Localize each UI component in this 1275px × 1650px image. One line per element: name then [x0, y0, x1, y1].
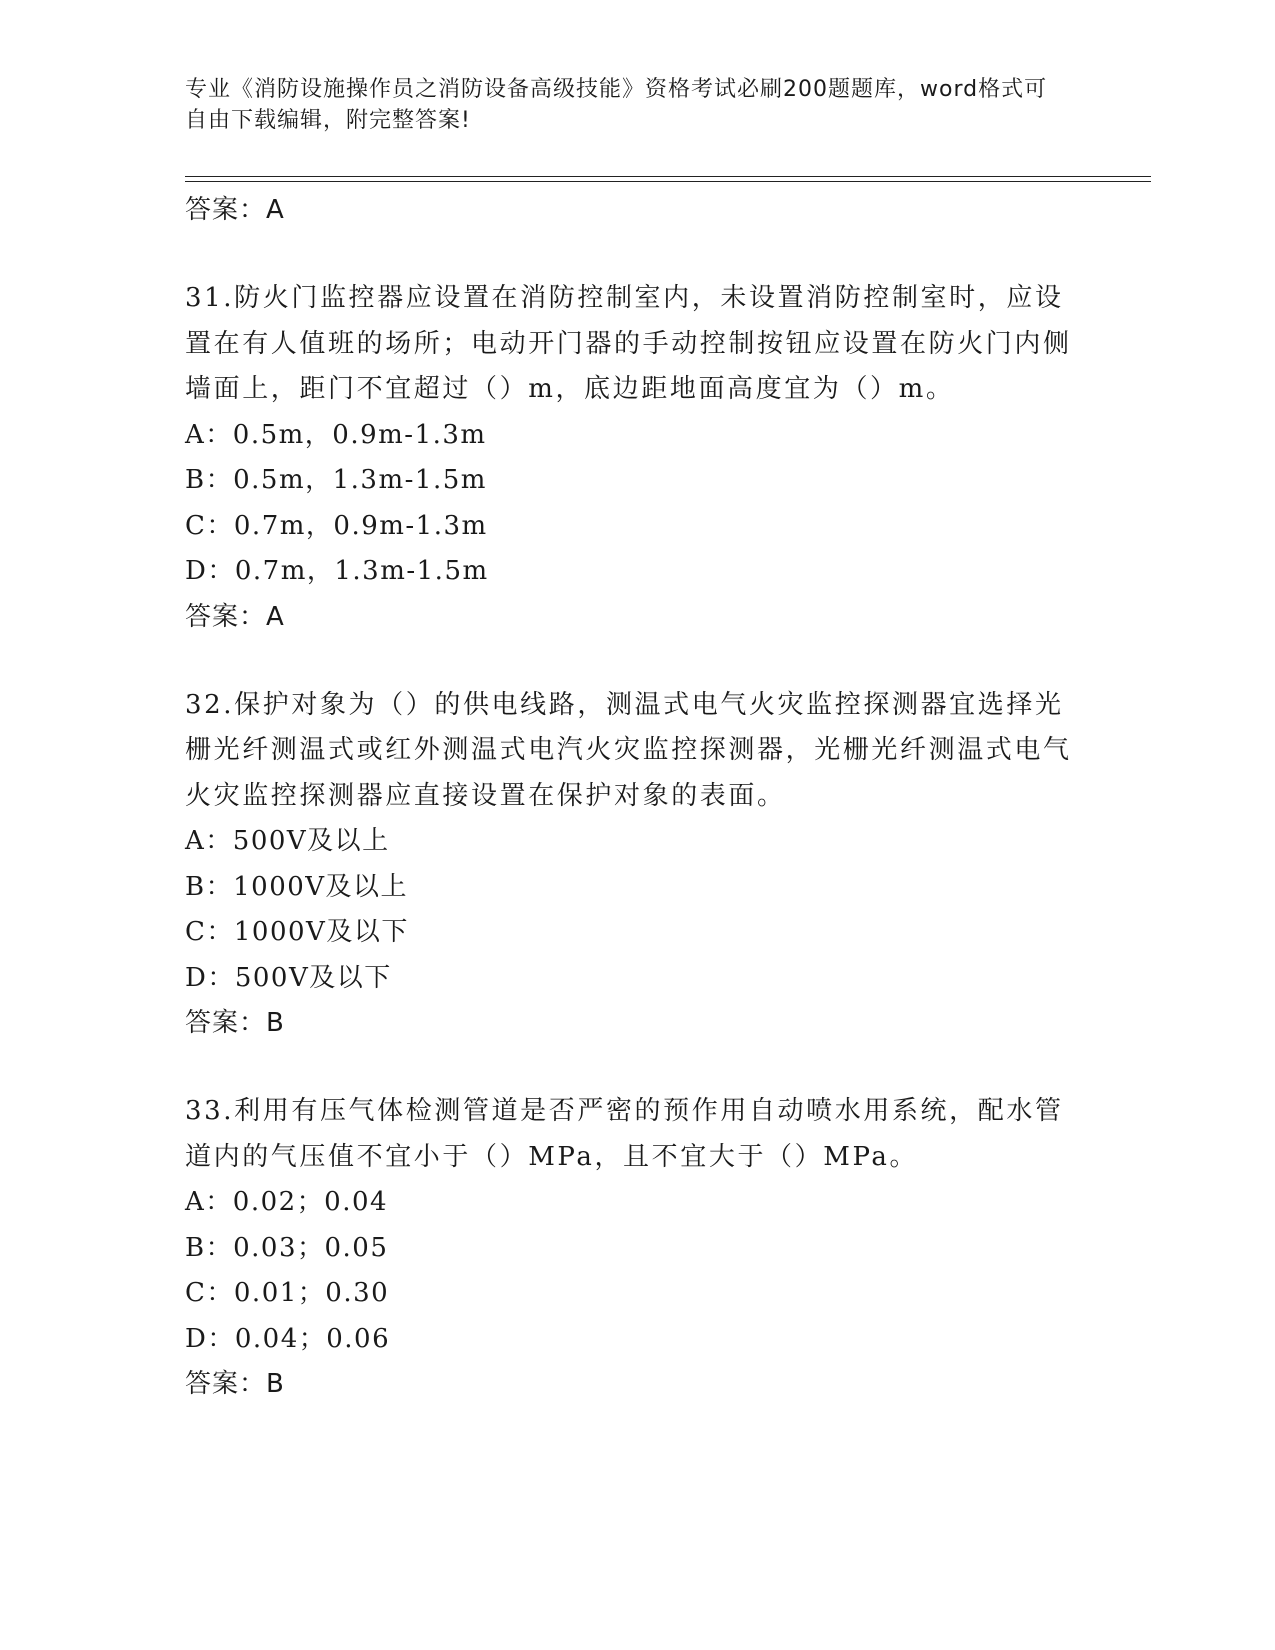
answer-label: 答案：B: [185, 1369, 285, 1399]
option-d: D：0.7m，1.3m-1.5m: [185, 556, 489, 586]
option-b: B：0.03；0.05: [185, 1232, 389, 1263]
answer-label: 答案：B: [185, 1008, 285, 1038]
document-header: 专业《消防设施操作员之消防设备高级技能》资格考试必刷200题题库，word格式可自由下载编辑，附完整答案!: [185, 77, 1048, 133]
option-c: C：0.7m，0.9m-1.3m: [185, 510, 488, 541]
question-text: 33.利用有压气体检测管道是否严密的预作用自动喷水用系统，配水管道内的气压值不宜小于（）MPa，且不宜大于（）MPa。: [185, 1096, 1064, 1172]
option-c: C：0.01；0.30: [185, 1278, 390, 1308]
question-32: [185, 683, 1075, 1046]
question-text: 32.保护对象为（）的供电线路，测温式电气火灾监控探测器宜选择光栅光纤测温式或红外测温式电汽火灾监控探测器，光栅光纤测温式电气火灾监控探测器应直接设置在保护对象的表面。: [185, 689, 1072, 811]
option-a: A：0.02；0.04: [185, 1187, 389, 1217]
option-a: A：500V及以上: [185, 826, 390, 856]
document-body: [185, 188, 1075, 1406]
header-divider-bottom: [185, 181, 1151, 182]
option-d: D：0.04；0.06: [185, 1323, 391, 1354]
option-c: C：1000V及以下: [185, 917, 409, 947]
option-d: D：500V及以下: [185, 962, 392, 993]
question-text: 31.防火门监控器应设置在消防控制室内，未设置消防控制室时，应设置在有人值班的场所；电动开门器的手动控制按钮应设置在防火门内侧墙面上，距门不宜超过（）m，底边距地面高度宜为（）m。: [185, 283, 1072, 404]
header-divider-top: [185, 176, 1151, 177]
question-33: [185, 1089, 1075, 1406]
previous-answer: 答案：A: [185, 195, 285, 225]
answer-label: 答案：A: [185, 601, 285, 632]
question-31: [185, 276, 1075, 639]
option-b: B：1000V及以上: [185, 871, 409, 902]
option-b: B：0.5m，1.3m-1.5m: [185, 465, 487, 495]
option-a: A：0.5m，0.9m-1.3m: [185, 419, 487, 450]
